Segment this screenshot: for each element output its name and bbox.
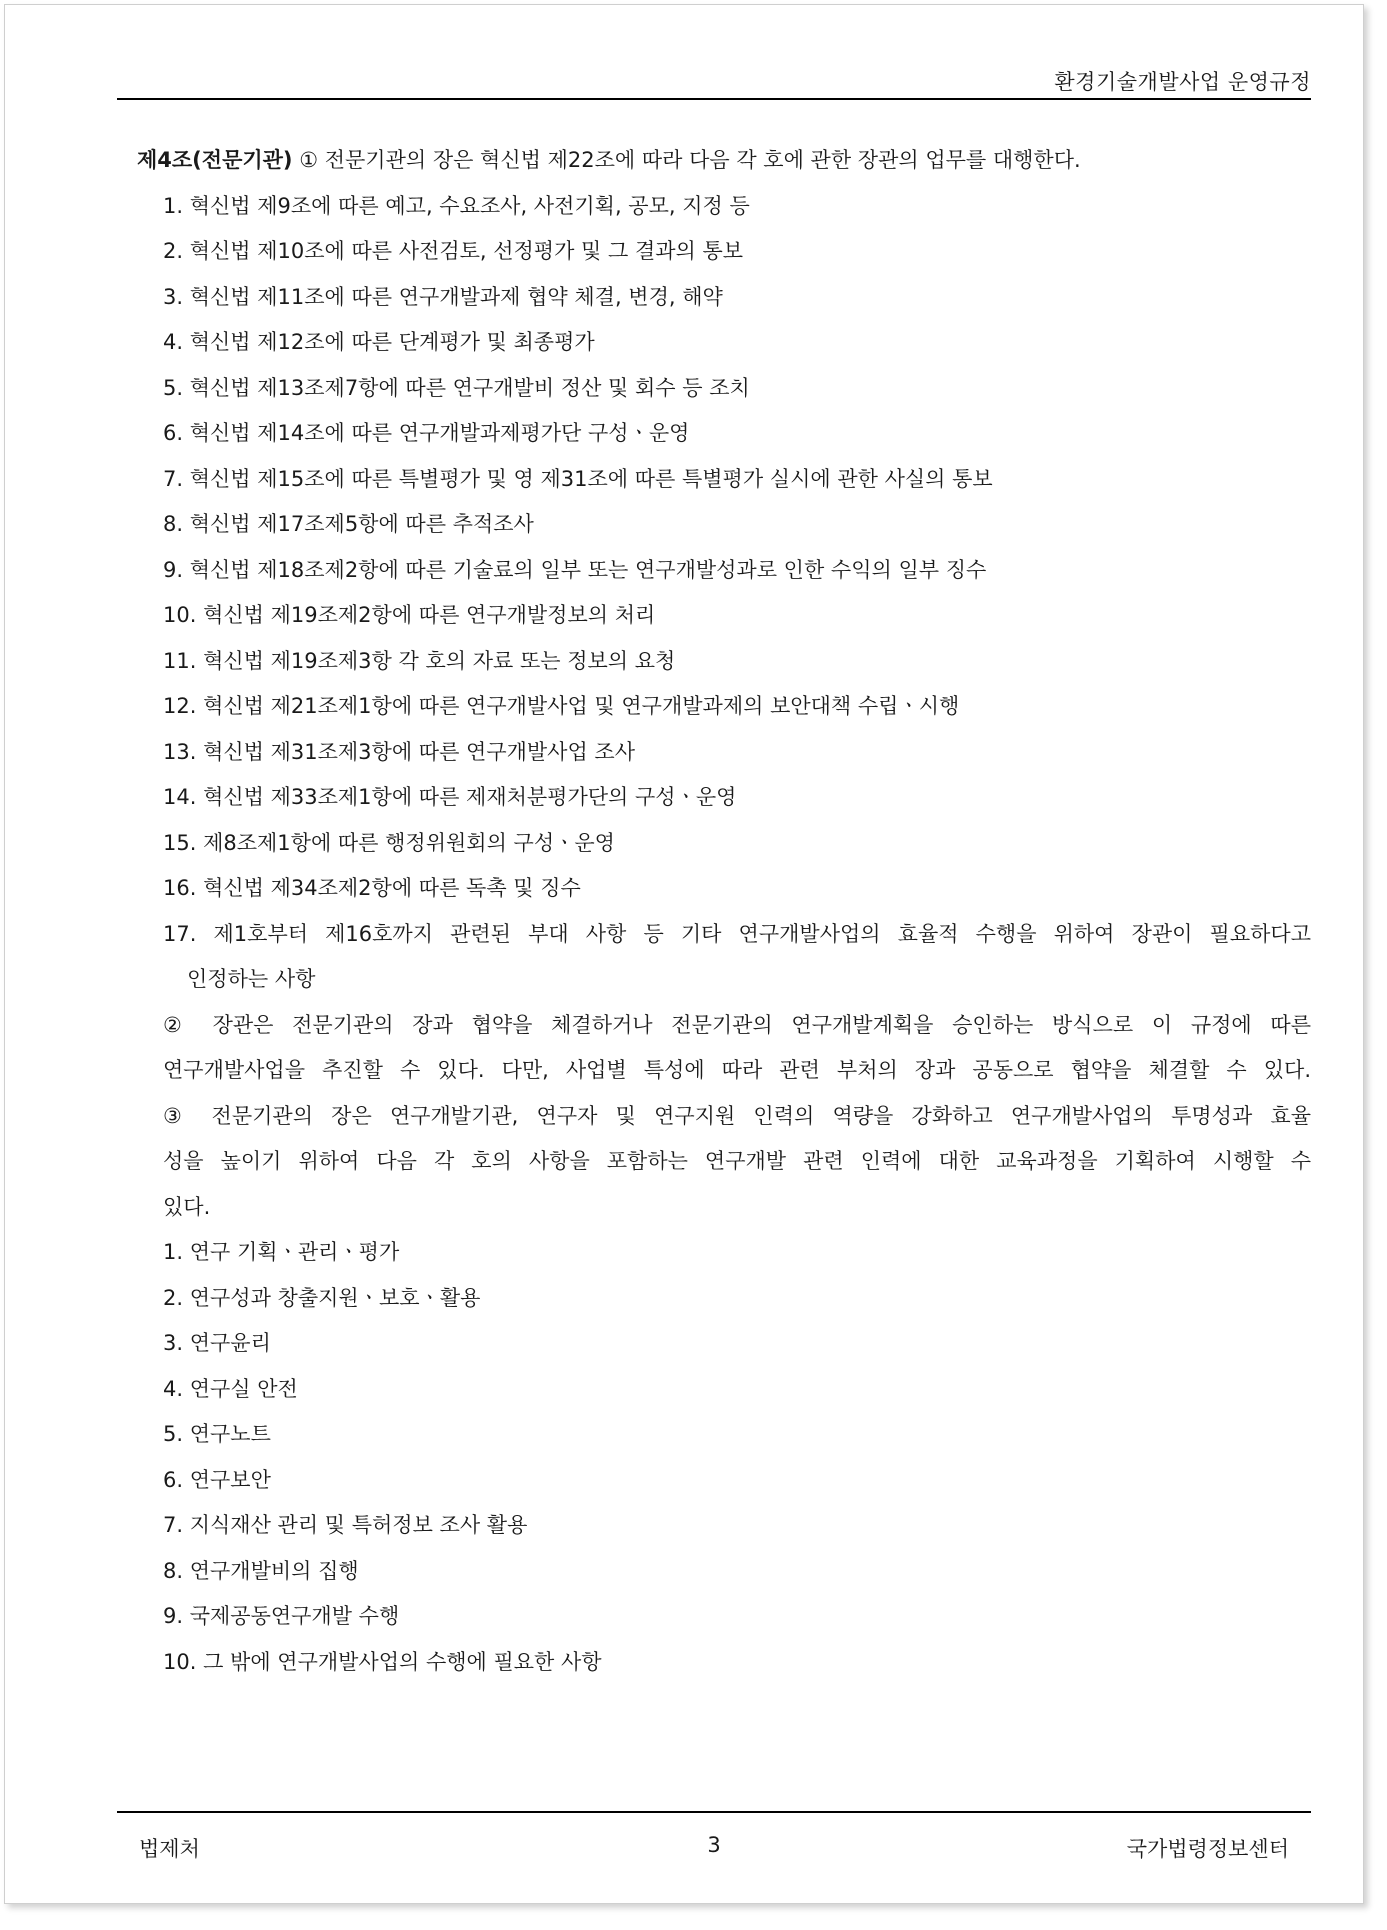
document-body bbox=[117, 138, 1311, 1685]
list-item: 5. 연구노트 bbox=[163, 1422, 271, 1446]
list-item: 11. 혁신법 제19조제3항 각 호의 자료 또는 정보의 요청 bbox=[163, 648, 676, 673]
list-item: 8. 혁신법 제17조제5항에 따른 추적조사 bbox=[163, 512, 534, 536]
paragraph-2-line2: 연구개발사업을 추진할 수 있다. 다만, 사업별 특성에 따라 관련 부처의 장과 공동으로 협약을 체결할 수 있다. bbox=[163, 1058, 1311, 1082]
list-item: 14. 혁신법 제33조제1항에 따른 제재처분평가단의 구성ㆍ운영 bbox=[163, 785, 737, 809]
list-item: 2. 연구성과 창출지원ㆍ보호ㆍ활용 bbox=[163, 1285, 481, 1310]
list-item: 15. 제8조제1항에 따른 행정위원회의 구성ㆍ운영 bbox=[163, 830, 615, 855]
list-item: 6. 혁신법 제14조에 따른 연구개발과제평가단 구성ㆍ운영 bbox=[163, 421, 690, 445]
list-item: 8. 연구개발비의 집행 bbox=[163, 1558, 359, 1583]
list-item: 1. 혁신법 제9조에 따른 예고, 수요조사, 사전기획, 공모, 지정 등 bbox=[163, 193, 750, 218]
list-item-17-line1: 17. 제1호부터 제16호까지 관련된 부대 사항 등 기타 연구개발사업의 효율적 수행을 위하여 장관이 필요하다고 bbox=[163, 921, 1311, 946]
list-item: 10. 그 밖에 연구개발사업의 수행에 필요한 사항 bbox=[163, 1649, 602, 1674]
paragraph-2-line1: ② 장관은 전문기관의 장과 협약을 체결하거나 전문기관의 연구개발계획을 승인하는 방식으로 이 규정에 따른 bbox=[163, 1012, 1311, 1037]
list-item: 7. 지식재산 관리 및 특허정보 조사 활용 bbox=[163, 1513, 528, 1537]
list-item: 1. 연구 기획ㆍ관리ㆍ평가 bbox=[163, 1240, 400, 1264]
list-item: 4. 혁신법 제12조에 따른 단계평가 및 최종평가 bbox=[163, 330, 595, 354]
list-item: 7. 혁신법 제15조에 따른 특별평가 및 영 제31조에 따른 특별평가 실시에 관한 사실의 통보 bbox=[163, 466, 993, 491]
article-heading bbox=[117, 138, 1311, 184]
list-item: 9. 혁신법 제18조제2항에 따른 기술료의 일부 또는 연구개발성과로 인한 수익의 일부 징수 bbox=[163, 557, 987, 582]
footer-source: 국가법령정보센터 bbox=[1126, 1837, 1289, 1861]
paragraph-3-line1: ③ 전문기관의 장은 연구개발기관, 연구자 및 연구지원 인력의 역량을 강화하고 연구개발사업의 투명성과 효율 bbox=[163, 1103, 1311, 1128]
paragraph-3-line2: 성을 높이기 위하여 다음 각 호의 사항을 포함하는 연구개발 관련 인력에 대한 교육과정을 기획하여 시행할 수 bbox=[163, 1149, 1311, 1173]
list-item: 6. 연구보안 bbox=[163, 1467, 271, 1492]
article-title: 제4조(전문기관) bbox=[137, 148, 293, 172]
list-item: 16. 혁신법 제34조제2항에 따른 독촉 및 징수 bbox=[163, 876, 581, 900]
paragraph-3-line3: 있다. bbox=[163, 1194, 211, 1219]
page-header bbox=[117, 60, 1311, 100]
page-number: 3 bbox=[707, 1833, 721, 1857]
article-intro: ① 전문기관의 장은 혁신법 제22조에 따라 다음 각 호에 관한 장관의 업무를 대행한다. bbox=[292, 148, 1081, 172]
list-item: 2. 혁신법 제10조에 따른 사전검토, 선정평가 및 그 결과의 통보 bbox=[163, 239, 744, 263]
footer-publisher: 법제처 bbox=[139, 1837, 200, 1861]
list-item: 12. 혁신법 제21조제1항에 따른 연구개발사업 및 연구개발과제의 보안대책 수립ㆍ시행 bbox=[163, 694, 960, 718]
list-item-17-line2: 인정하는 사항 bbox=[187, 967, 316, 991]
list-item: 13. 혁신법 제31조제3항에 따른 연구개발사업 조사 bbox=[163, 739, 636, 764]
header-title: 환경기술개발사업 운영규정 bbox=[1054, 70, 1311, 94]
list-item: 5. 혁신법 제13조제7항에 따른 연구개발비 정산 및 회수 등 조치 bbox=[163, 375, 750, 400]
list-item: 3. 연구윤리 bbox=[163, 1331, 271, 1355]
document-page bbox=[4, 4, 1364, 1904]
list-item: 3. 혁신법 제11조에 따른 연구개발과제 협약 체결, 변경, 해약 bbox=[163, 284, 723, 309]
list-item: 4. 연구실 안전 bbox=[163, 1376, 298, 1401]
list-item: 9. 국제공동연구개발 수행 bbox=[163, 1604, 400, 1628]
list-item: 10. 혁신법 제19조제2항에 따른 연구개발정보의 처리 bbox=[163, 603, 656, 627]
page-footer bbox=[117, 1811, 1311, 1863]
